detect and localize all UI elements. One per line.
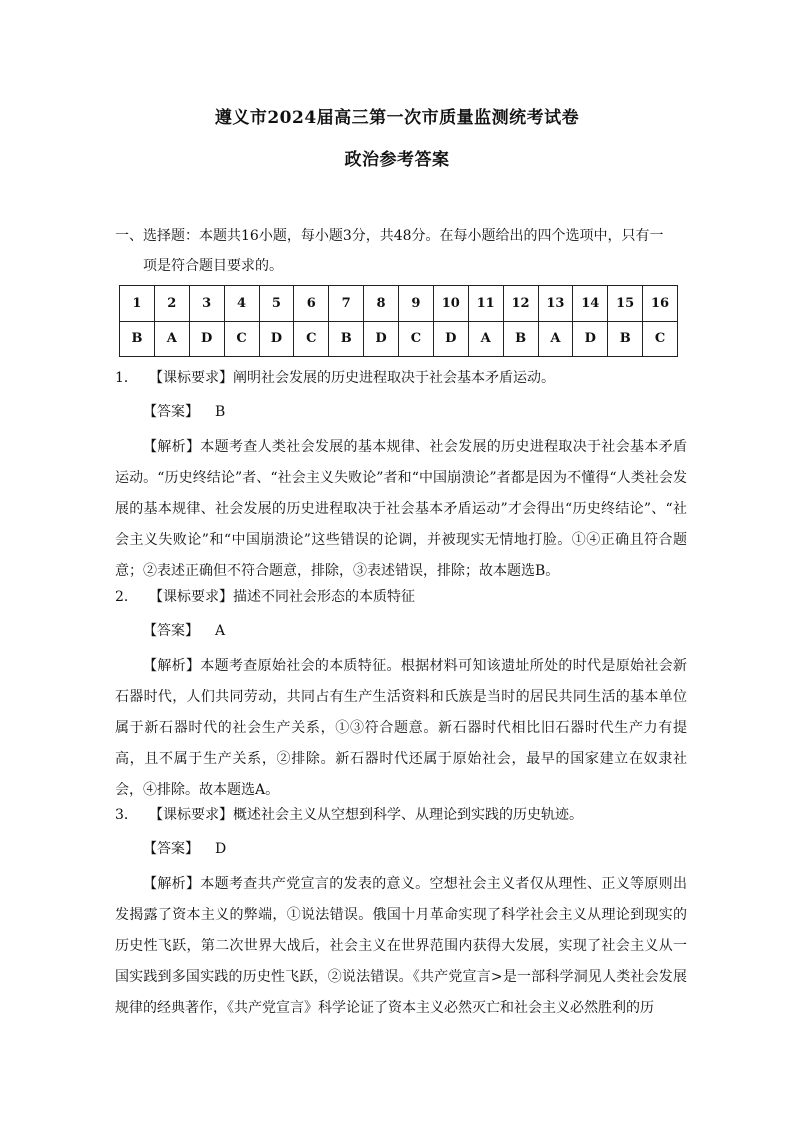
answer-cell: C xyxy=(294,321,329,357)
answer-cell: D xyxy=(189,321,224,357)
question-number-cell: 6 xyxy=(294,286,329,322)
question-number-cell: 8 xyxy=(364,286,399,322)
answer-cell: A xyxy=(468,321,503,357)
question-number-cell: 12 xyxy=(503,286,538,322)
section-instructions-line1: 一、选择题：本题共16小题，每小题3分，共48分。在每小题给出的四个选项中，只有一 xyxy=(115,228,664,244)
answer-line xyxy=(115,835,687,863)
curriculum-requirement: 【课标要求】阐明社会发展的历史进程取决于社会基本矛盾运动。 xyxy=(149,370,555,386)
question-header xyxy=(115,583,687,611)
answer-cell: B xyxy=(329,321,364,357)
answer-table-number-row xyxy=(120,286,678,322)
answer-cell: B xyxy=(120,321,155,357)
answer-label: 【答案】 xyxy=(143,404,199,420)
question-block-3 xyxy=(115,801,687,1024)
question-number-cell: 2 xyxy=(154,286,189,322)
answer-cell: B xyxy=(503,321,538,357)
question-header xyxy=(115,801,687,829)
question-number-cell: 9 xyxy=(399,286,434,322)
analysis-paragraph: 【解析】本题考查共产党宣言的发表的意义。空想社会主义者仅从理性、正义等原则出发揭露了资本主义的弊端，①说法错误。俄国十月革命实现了科学社会主义从理论到现实的历史性飞跃，第二次世界大战后，社会主义在世界范围内获得大发展，实现了社会主义从一国实践到多国实践的历史性飞跃，②说法错误。《共产党宣言>是一部科学洞见人类社会发展规律的经典著作，《共产党宣言》科学论证了资本主义必然灭亡和社会主义必然胜利的历 xyxy=(115,876,687,1016)
question-number-cell: 16 xyxy=(643,286,678,322)
answer-cell: B xyxy=(608,321,643,357)
question-number-cell: 14 xyxy=(573,286,608,322)
question-number-cell: 13 xyxy=(538,286,573,322)
answer-table xyxy=(119,285,678,357)
curriculum-requirement: 【课标要求】概述社会主义从空想到科学、从理论到实践的历史轨迹。 xyxy=(149,807,583,823)
question-block-1 xyxy=(115,364,687,587)
question-number-cell: 1 xyxy=(120,286,155,322)
answer-cell: C xyxy=(224,321,259,357)
section-instructions-line2: 项是符合题目要求的。 xyxy=(143,258,283,274)
answer-value: D xyxy=(215,841,227,857)
answer-cell: C xyxy=(399,321,434,357)
answer-cell: A xyxy=(538,321,573,357)
question-number-cell: 4 xyxy=(224,286,259,322)
answer-cell: D xyxy=(364,321,399,357)
question-number-cell: 5 xyxy=(259,286,294,322)
answer-value: A xyxy=(215,623,226,639)
section-instructions xyxy=(115,221,685,281)
answer-cell: C xyxy=(643,321,678,357)
answer-line xyxy=(115,398,687,426)
question-number-cell: 3 xyxy=(189,286,224,322)
document-subtitle: 政治参考答案 xyxy=(344,150,450,170)
question-header xyxy=(115,364,687,392)
answer-label: 【答案】 xyxy=(143,841,199,857)
curriculum-requirement: 【课标要求】描述不同社会形态的本质特征 xyxy=(149,589,415,605)
document-title: 遵义市2024届高三第一次市质量监测统考试卷 xyxy=(214,108,580,128)
answer-value: B xyxy=(215,404,226,420)
question-number-cell: 11 xyxy=(468,286,503,322)
answer-cell: D xyxy=(259,321,294,357)
answer-line xyxy=(115,617,687,645)
question-number-cell: 15 xyxy=(608,286,643,322)
question-number: 1． xyxy=(115,370,138,386)
question-number-cell: 10 xyxy=(433,286,468,322)
answer-cell: A xyxy=(154,321,189,357)
answer-label: 【答案】 xyxy=(143,623,199,639)
answer-cell: D xyxy=(433,321,468,357)
question-number: 3． xyxy=(115,807,138,823)
analysis-paragraph: 【解析】本题考查人类社会发展的基本规律、社会发展的历史进程取决于社会基本矛盾运动。“历史终结论”者、“社会主义失败论”者和“中国崩溃论”者都是因为不懂得“人类社会发展的基本规律、社会发展的历史进程取决于社会基本矛盾运动”才会得出“历史终结论”、“社会主义失败论”和“中国崩溃论”这些错误的论调，并被现实无情地打脸。①④正确且符合题意；②表述正确但不符合题意，排除，③表述错误，排除；故本题选B。 xyxy=(115,439,687,579)
analysis-paragraph: 【解析】本题考查原始社会的本质特征。根据材料可知该遗址所处的时代是原始社会新石器时代，人们共同劳动，共同占有生产生活资料和氏族是当时的居民共同生活的基本单位属于新石器时代的社会生产关系，①③符合题意。新石器时代相比旧石器时代生产力有提高，且不属于生产关系，②排除。新石器时代还属于原始社会，最早的国家建立在奴隶社会，④排除。故本题选A。 xyxy=(115,658,687,798)
question-block-2 xyxy=(115,583,687,806)
question-number: 2． xyxy=(115,589,138,605)
question-number-cell: 7 xyxy=(329,286,364,322)
answer-table-answer-row xyxy=(120,321,678,357)
answer-cell: D xyxy=(573,321,608,357)
